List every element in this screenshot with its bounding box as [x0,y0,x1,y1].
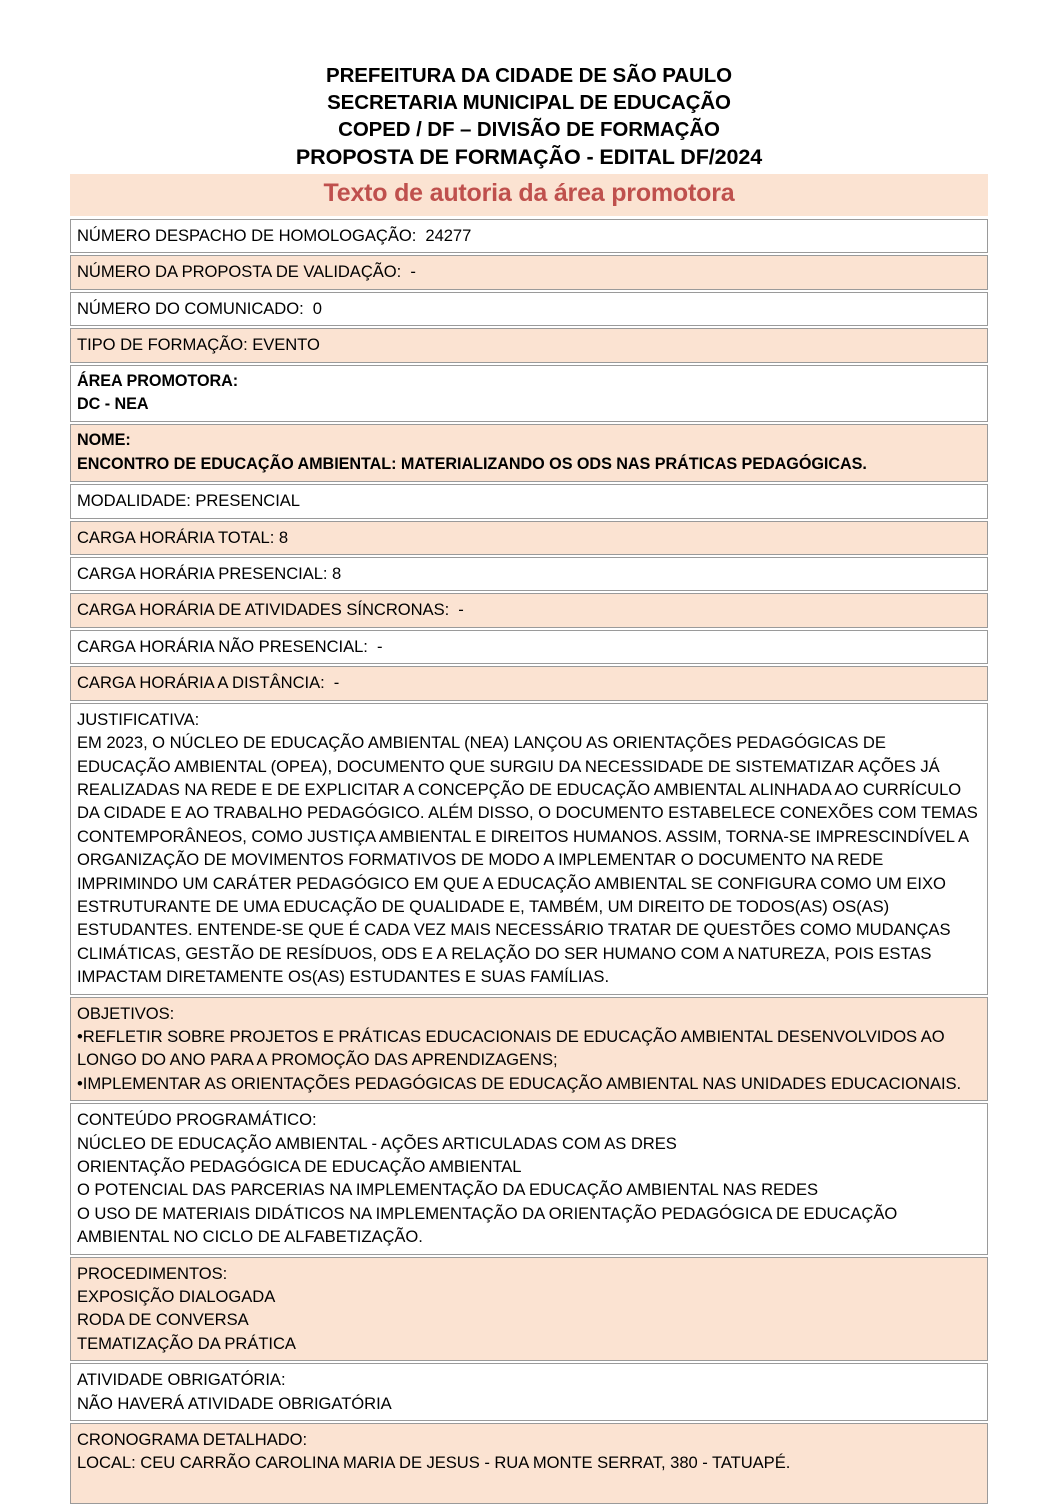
table-row-proposta-validacao [70,255,988,289]
header-line-secretaria: SECRETARIA MUNICIPAL DE EDUCAÇÃO [327,91,731,114]
area-promotora-value: DC - NEA [77,395,149,414]
procedimentos-label: PROCEDIMENTOS: [77,1263,228,1283]
authorship-banner-text: Texto de autoria da área promotora [323,179,735,207]
procedimentos-item-3: TEMATIZAÇÃO DA PRÁTICA [77,1333,296,1353]
table-row-cronograma [70,1423,988,1504]
carga-total-text: CARGA HORÁRIA TOTAL: 8 [77,527,288,547]
carga-presencial-text: CARGA HORÁRIA PRESENCIAL: 8 [77,564,342,584]
header-line-prefeitura: PREFEITURA DA CIDADE DE SÃO PAULO [326,64,732,87]
cell-comunicado [70,292,988,326]
table-row-carga-nao-presencial [70,630,988,664]
cell-procedimentos [70,1257,988,1362]
cell-carga-sincronas [70,593,988,627]
objetivos-item-1: •REFLETIR SOBRE PROJETOS E PRÁTICAS EDUCACIONAIS DE EDUCAÇÃO AMBIENTAL DESENVOLVIDOS AO LONGO DO ANO PARA A PROMOÇÃO DAS APRENDIZAGENS; [77,1026,945,1070]
area-promotora-label: ÁREA PROMOTORA: [77,371,239,390]
cell-atividade-obrigatoria [70,1363,988,1421]
cell-tipo-formacao [70,328,988,362]
nome-value: ENCONTRO DE EDUCAÇÃO AMBIENTAL: MATERIALIZANDO OS ODS NAS PRÁTICAS PEDAGÓGICAS. [77,454,867,473]
document-header [0,0,1058,172]
table-row-carga-sincronas [70,593,988,627]
comunicado-text: NÚMERO DO COMUNICADO: 0 [77,298,322,318]
table-row-objetivos [70,997,988,1102]
cell-nome [70,424,988,482]
table-row-nome [70,424,988,482]
table-row-tipo-formacao [70,328,988,362]
despacho-text: NÚMERO DESPACHO DE HOMOLOGAÇÃO: 24277 [77,226,472,245]
cell-carga-presencial [70,557,988,591]
table-row-carga-total [70,521,988,555]
table-row-carga-presencial [70,557,988,591]
cell-conteudo-programatico [70,1103,988,1254]
table-row-area-promotora [70,365,988,423]
carga-distancia-text: CARGA HORÁRIA A DISTÂNCIA: - [77,673,340,693]
conteudo-label: CONTEÚDO PROGRAMÁTICO: [77,1110,317,1130]
conteudo-item-4: O USO DE MATERIAIS DIDÁTICOS NA IMPLEMENTAÇÃO DA ORIENTAÇÃO PEDAGÓGICA DE EDUCAÇÃO AMBIENTAL NO CICLO DE ALFABETIZAÇÃO. [77,1203,898,1247]
objetivos-label: OBJETIVOS: [77,1003,175,1023]
table-row-procedimentos [70,1257,988,1362]
cell-cronograma [70,1423,988,1504]
table-row-justificativa [70,703,988,995]
carga-sincronas-text: CARGA HORÁRIA DE ATIVIDADES SÍNCRONAS: - [77,600,464,620]
cell-carga-nao-presencial [70,630,988,664]
cell-carga-distancia [70,666,988,700]
procedimentos-item-2: RODA DE CONVERSA [77,1310,249,1330]
cell-despacho [70,219,988,253]
table-row-modalidade [70,484,988,518]
tipo-formacao-text: TIPO DE FORMAÇÃO: EVENTO [77,335,320,355]
procedimentos-item-1: EXPOSIÇÃO DIALOGADA [77,1287,276,1307]
cell-objetivos [70,997,988,1102]
carga-nao-presencial-text: CARGA HORÁRIA NÃO PRESENCIAL: - [77,636,383,656]
table-row-comunicado [70,292,988,326]
justificativa-label: JUSTIFICATIVA: [77,709,200,729]
table-row-atividade-obrigatoria [70,1363,988,1421]
atividade-obrigatoria-value: NÃO HAVERÁ ATIVIDADE OBRIGATÓRIA [77,1393,392,1413]
proposal-table [70,217,988,1506]
cell-proposta-validacao [70,255,988,289]
table-row-despacho [70,219,988,253]
table-row-carga-distancia [70,666,988,700]
nome-label: NOME: [77,431,131,450]
modalidade-text: MODALIDADE: PRESENCIAL [77,491,300,511]
objetivos-item-2: •IMPLEMENTAR AS ORIENTAÇÕES PEDAGÓGICAS DE EDUCAÇÃO AMBIENTAL NAS UNIDADES EDUCACIONAIS. [77,1073,962,1093]
justificativa-text: EM 2023, O NÚCLEO DE EDUCAÇÃO AMBIENTAL (NEA) LANÇOU AS ORIENTAÇÕES PEDAGÓGICAS DE EDUCAÇÃO AMBIENTAL (OPEA), DOCUMENTO QUE SURGIU DA NECESSIDADE DE SISTEMATIZAR AÇÕES JÁ REALIZADAS NA REDE E DE EXPLICITAR A CONCEPÇÃO DE EDUCAÇÃO AMBIENTAL ALINHADA AO CURRÍCULO DA CIDADE E AO TRABALHO PEDAGÓGICO. ALÉM DISSO, O DOCUMENTO ESTABELECE CONEXÕES COM TEMAS CONTEMPORÂNEOS, COMO JUSTIÇA AMBIENTAL E DIREITOS HUMANOS. ASSIM, TORNA-SE IMPRESCINDÍVEL A ORGANIZAÇÃO DE MOVIMENTOS FORMATIVOS DE MODO A IMPLEMENTAR O DOCUMENTO NA REDE IMPRIMINDO UM CARÁTER PEDAGÓGICO EM QUE A EDUCAÇÃO AMBIENTAL SE CONFIGURA COMO UM EIXO ESTRUTURANTE DE UMA EDUCAÇÃO DE QUALIDADE E, TAMBÉM, UM DIREITO DE TODOS(AS) OS(AS) ESTUDANTES. ENTENDE-SE QUE É CADA VEZ MAIS NECESSÁRIO TRATAR DE QUESTÕES COMO MUDANÇAS CLIMÁTICAS, GESTÃO DE RESÍDUOS, ODS E A RELAÇÃO DO SER HUMANO COM A NATUREZA, POIS ESTAS IMPACTAM DIRETAMENTE OS(AS) ESTUDANTES E SUAS FAMÍLIAS. [77,733,978,987]
cell-modalidade [70,484,988,518]
cronograma-label: CRONOGRAMA DETALHADO: [77,1430,308,1450]
conteudo-item-3: O POTENCIAL DAS PARCERIAS NA IMPLEMENTAÇÃO DA EDUCAÇÃO AMBIENTAL NAS REDES [77,1180,819,1200]
cell-justificativa [70,703,988,995]
authorship-banner [70,174,988,216]
conteudo-item-1: NÚCLEO DE EDUCAÇÃO AMBIENTAL - AÇÕES ARTICULADAS COM AS DRES [77,1133,677,1153]
cronograma-blank-line [77,1475,981,1498]
conteudo-item-2: ORIENTAÇÃO PEDAGÓGICA DE EDUCAÇÃO AMBIENTAL [77,1157,522,1176]
table-row-conteudo-programatico [70,1103,988,1254]
cronograma-value: LOCAL: CEU CARRÃO CAROLINA MARIA DE JESUS - RUA MONTE SERRAT, 380 - TATUAPÉ. [77,1453,791,1473]
cell-carga-total [70,521,988,555]
header-line-proposta: PROPOSTA DE FORMAÇÃO - EDITAL DF/2024 [295,145,763,169]
header-line-coped: COPED / DF – DIVISÃO DE FORMAÇÃO [338,118,720,141]
atividade-obrigatoria-label: ATIVIDADE OBRIGATÓRIA: [77,1370,286,1390]
proposta-validacao-text: NÚMERO DA PROPOSTA DE VALIDAÇÃO: - [77,262,416,282]
cell-area-promotora [70,365,988,423]
